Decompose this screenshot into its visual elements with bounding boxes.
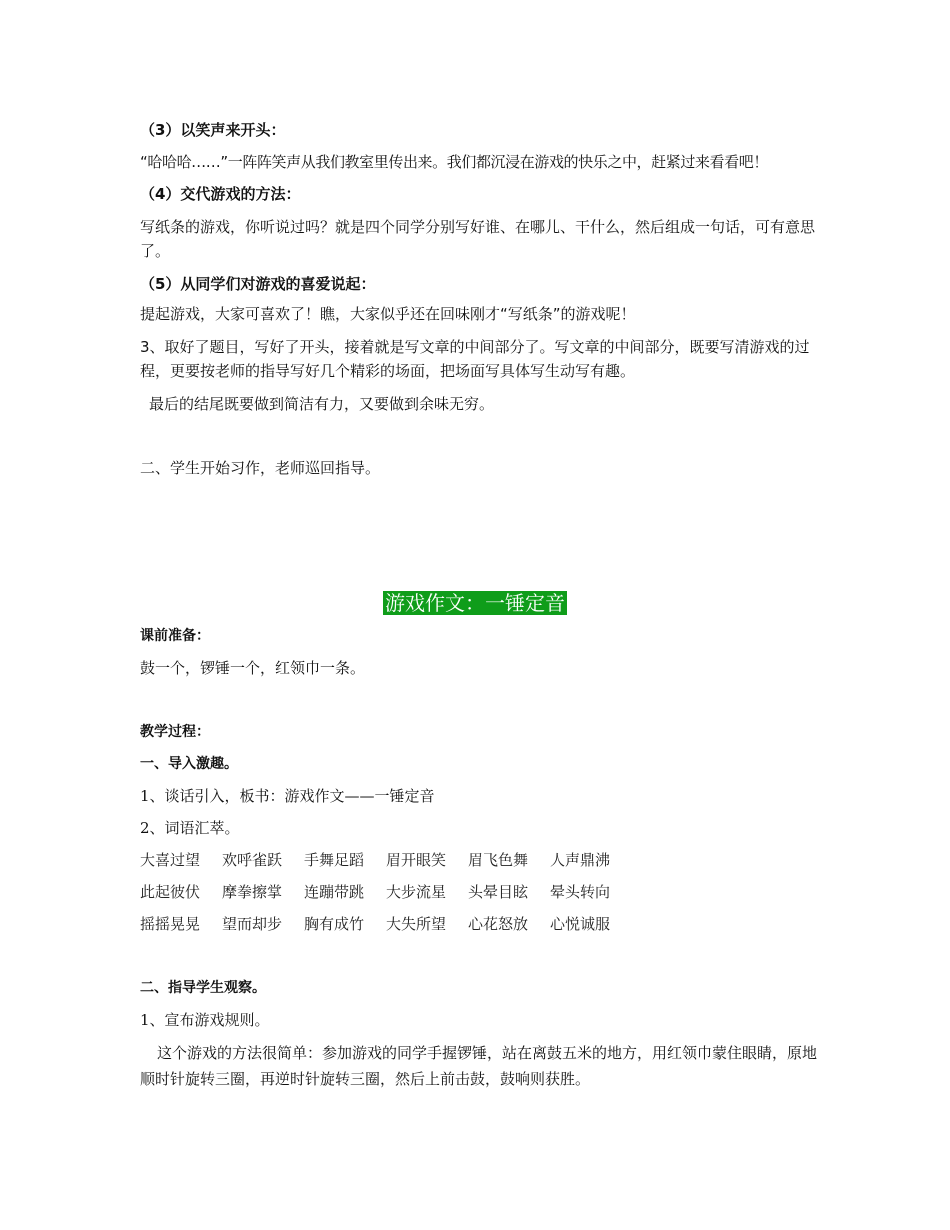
step1-item1: 1、谈话引入，板书：游戏作文——一锤定音 [140, 787, 435, 805]
vocabulary-row [140, 881, 632, 913]
vocabulary-word: 大步流星 [386, 883, 447, 901]
process-label: 教学过程： [140, 724, 210, 740]
vocabulary-word: 大失所望 [386, 915, 447, 933]
step1-item2: 2、词语汇萃。 [140, 819, 240, 837]
vocabulary-word: 眉飞色舞 [468, 851, 529, 869]
vocabulary-word: 摩拳擦掌 [222, 883, 283, 901]
vocabulary-word: 头晕目眩 [468, 883, 529, 901]
vocabulary-word: 连蹦带跳 [304, 883, 365, 901]
section-student-writing: 二、学生开始习作，老师巡回指导。 [140, 459, 381, 477]
vocabulary-word: 胸有成竹 [304, 915, 365, 933]
step1-heading: 一、导入激趣。 [140, 756, 238, 772]
heading-game-method: （4）交代游戏的方法： [140, 185, 301, 203]
heading-love-of-game: （5）从同学们对游戏的喜爱说起： [140, 275, 376, 293]
game-rules-paragraph: 这个游戏的方法很简单：参加游戏的同学手握锣锤，站在离鼓五米的地方，用红领巾蒙住眼睛，原地顺时针旋转三圈，再逆时针旋转三圈，然后上前击鼓，鼓响则获胜。 [140, 1044, 818, 1088]
prep-label: 课前准备： [140, 628, 210, 644]
vocabulary-word: 人声鼎沸 [550, 851, 611, 869]
vocabulary-row [140, 849, 632, 881]
vocabulary-word: 手舞足蹈 [304, 851, 365, 869]
vocabulary-word: 欢呼雀跃 [222, 851, 283, 869]
vocabulary-grid [140, 849, 632, 945]
vocabulary-word: 望而却步 [222, 915, 283, 933]
vocabulary-row [140, 913, 632, 945]
step2-heading: 二、指导学生观察。 [140, 980, 266, 996]
paragraph-love-of-game: 提起游戏，大家可喜欢了！瞧，大家似乎还在回味刚才“写纸条”的游戏呢！ [140, 305, 636, 323]
lesson-title-container [0, 591, 950, 615]
heading-laugh-opening: （3）以笑声来开头： [140, 121, 286, 139]
vocabulary-word: 此起彼伏 [140, 883, 201, 901]
step2-item1: 1、宣布游戏规则。 [140, 1011, 270, 1029]
vocabulary-word: 晕头转向 [550, 883, 611, 901]
vocabulary-word: 眉开眼笑 [386, 851, 447, 869]
vocabulary-word: 摇摇晃晃 [140, 915, 201, 933]
prep-text: 鼓一个，锣锤一个，红领巾一条。 [140, 659, 366, 677]
vocabulary-word: 大喜过望 [140, 851, 201, 869]
vocabulary-word: 心花怒放 [468, 915, 529, 933]
paragraph-laugh-example: “哈哈哈……”一阵阵笑声从我们教室里传出来。我们都沉浸在游戏的快乐之中，赶紧过来看看吧！ [140, 153, 768, 171]
paragraph-middle-section: 3、取好了题目，写好了开头，接着就是写文章的中间部分了。写文章的中间部分，既要写清游戏的过程，更要按老师的指导写好几个精彩的场面，把场面写具体写生动写有趣。 [140, 338, 810, 380]
paragraph-game-method: 写纸条的游戏，你听说过吗？就是四个同学分别写好谁、在哪儿、干什么，然后组成一句话，可有意思了。 [140, 218, 816, 260]
vocabulary-word: 心悦诚服 [550, 915, 611, 933]
lesson-title: 游戏作文：一锤定音 [385, 591, 565, 615]
paragraph-ending: 最后的结尾既要做到简洁有力，又要做到余味无穷。 [149, 395, 495, 413]
